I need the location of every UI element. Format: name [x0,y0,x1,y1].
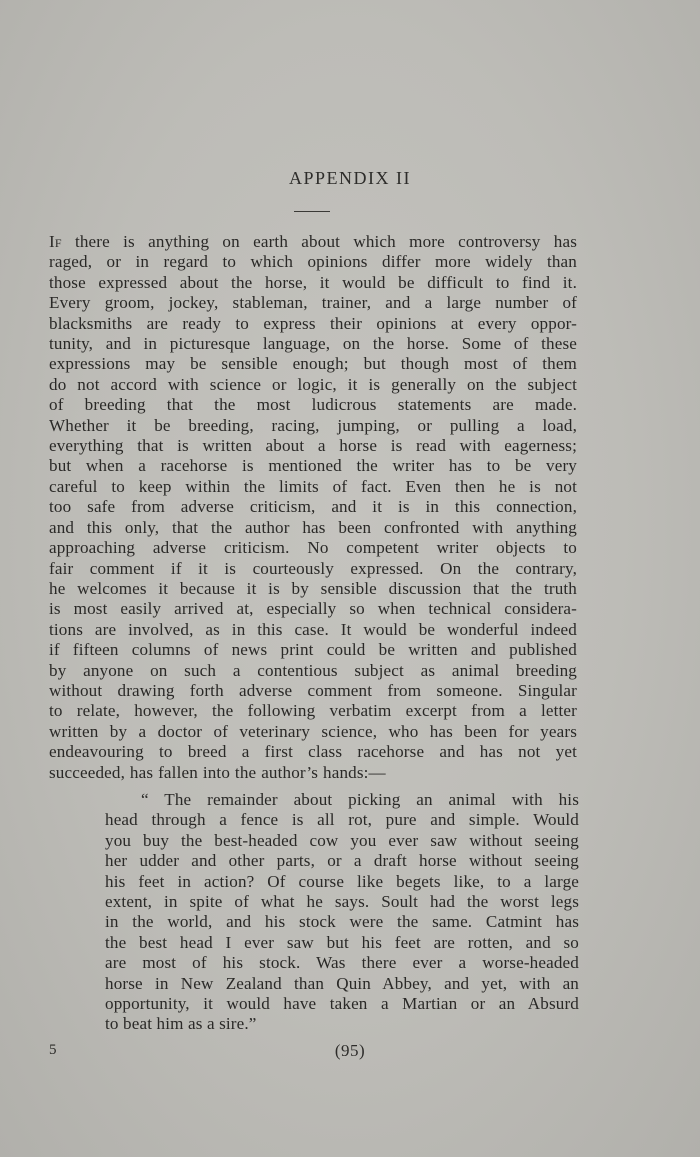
body-line: tions are involved, as in this case. It would be wonderful indeed [49,619,577,639]
body-line: approaching adverse criticism. No competent writer objects to [49,538,577,558]
body-line: is most easily arrived at, especially so when technical considera- [49,599,577,619]
quote-line: are most of his stock. Was there ever a worse-headed [105,953,579,973]
quote-line: his feet in action? Of course like begets like, to a large [105,871,579,891]
body-line: to relate, however, the following verbatim excerpt from a letter [49,701,577,721]
quote-line: extent, in spite of what he says. Soult had the worst legs [105,892,579,912]
drop-cap: If [49,232,62,251]
page-number: (95) [334,1041,366,1060]
body-line: If there is anything on earth about which more controversy has [49,232,577,251]
quote-line: the best head I ever saw but his feet are rotten, and so [105,932,579,952]
body-line: Whether it be breeding, racing, jumping, or pulling a load, [49,415,577,435]
body-line: raged, or in regard to which opinions differ more widely than [49,252,577,272]
body-line: fair comment if it is courteously expressed. On the contrary, [49,558,577,578]
quote-line: opportunity, it would have taken a Martian or an Absurd [105,994,579,1014]
quote-line: horse in New Zealand than Quin Abbey, and yet, with an [105,973,579,993]
quote-line: you buy the best-headed cow you ever saw without seeing [105,830,579,850]
body-line: and this only, that the author has been confronted with anything [49,517,577,537]
body-line: everything that is written about a horse is read with eagerness; [49,436,577,456]
quote-line: to beat him as a sire.” [105,1014,257,1034]
block-quote [105,790,579,1035]
body-line: those expressed about the horse, it would be difficult to find it. [49,272,577,292]
body-line: careful to keep within the limits of fact. Even then he is not [49,476,577,496]
body-paragraph [49,232,577,783]
body-line: endeavouring to breed a first class racehorse and has not yet [49,742,577,762]
body-line: succeeded, has fallen into the author’s hands:— [49,762,386,782]
heading-rule [294,211,330,212]
body-line: of breeding that the most ludicrous statements are made. [49,395,577,415]
body-line: without drawing forth adverse comment from someone. Singular [49,680,577,700]
quote-line: head through a fence is all rot, pure and simple. Would [105,810,579,830]
appendix-heading: APPENDIX II [289,168,411,188]
body-line: expressions may be sensible enough; but though most of them [49,354,577,374]
quote-line: her udder and other parts, or a draft horse without seeing [105,851,579,871]
body-line: tunity, and in picturesque language, on the horse. Some of these [49,334,577,354]
body-line: he welcomes it because it is by sensible discussion that the truth [49,578,577,598]
body-line: do not accord with science or logic, it is generally on the subject [49,374,577,394]
body-line: written by a doctor of veterinary science, who has been for years [49,721,577,741]
body-line: but when a racehorse is mentioned the writer has to be very [49,456,577,476]
signature-mark: 5 [49,1042,57,1058]
body-line: by anyone on such a contentious subject as animal breeding [49,660,577,680]
quote-line: “ The remainder about picking an animal with his [141,790,579,809]
body-line: blacksmiths are ready to express their opinions at every oppor- [49,313,577,333]
quote-line: in the world, and his stock were the same. Catmint has [105,912,579,932]
body-line: too safe from adverse criticism, and it is in this connection, [49,497,577,517]
body-line: if fifteen columns of news print could be written and published [49,640,577,660]
body-line: Every groom, jockey, stableman, trainer, and a large number of [49,293,577,313]
